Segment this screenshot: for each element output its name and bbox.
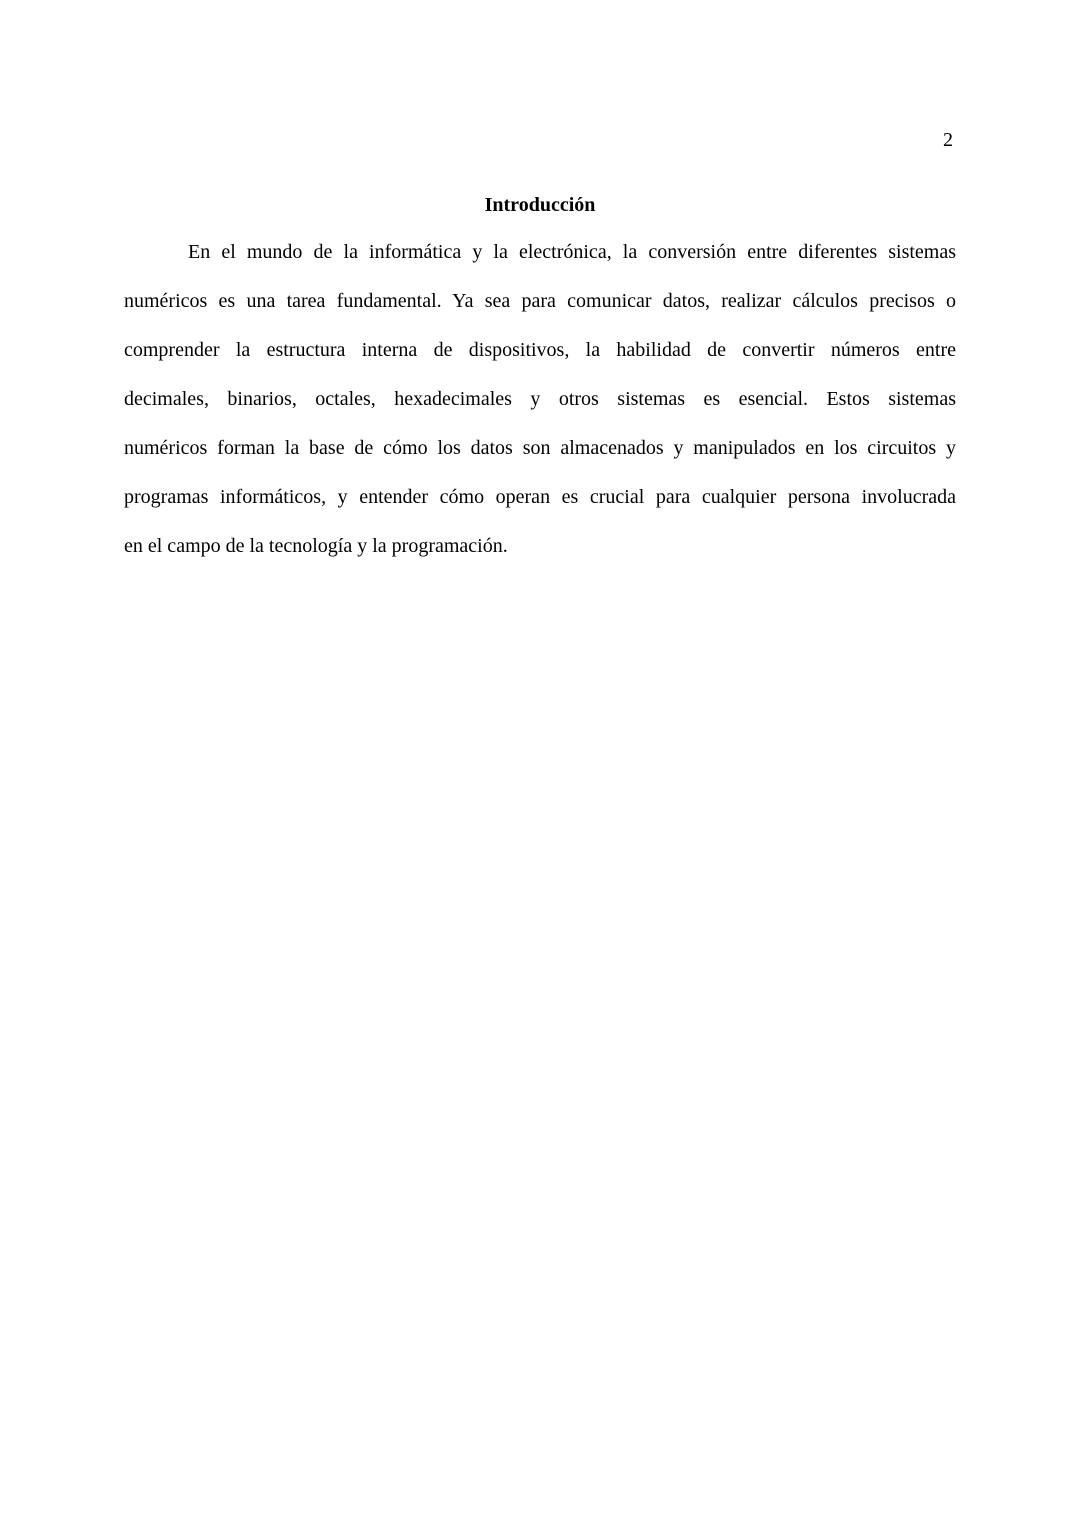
paragraph-line: comprender la estructura interna de dispositivos, la habilidad de convertir números entre [124,339,956,361]
introduction-paragraph [124,228,956,571]
paragraph-line: decimales, binarios, octales, hexadecimales y otros sistemas es esencial. Estos sistemas [124,388,956,410]
section-heading: Introducción [484,194,596,216]
paragraph-line: programas informáticos, y entender cómo operan es crucial para cualquier persona involucrada [124,486,956,508]
paragraph-line: En el mundo de la informática y la electrónica, la conversión entre diferentes sistemas [188,241,956,263]
paragraph-line: numéricos es una tarea fundamental. Ya sea para comunicar datos, realizar cálculos precisos o [124,290,956,312]
paragraph-line: en el campo de la tecnología y la programación. [124,535,508,557]
page-number: 2 [943,129,953,151]
paragraph-line: numéricos forman la base de cómo los datos son almacenados y manipulados en los circuitos y [124,437,956,459]
